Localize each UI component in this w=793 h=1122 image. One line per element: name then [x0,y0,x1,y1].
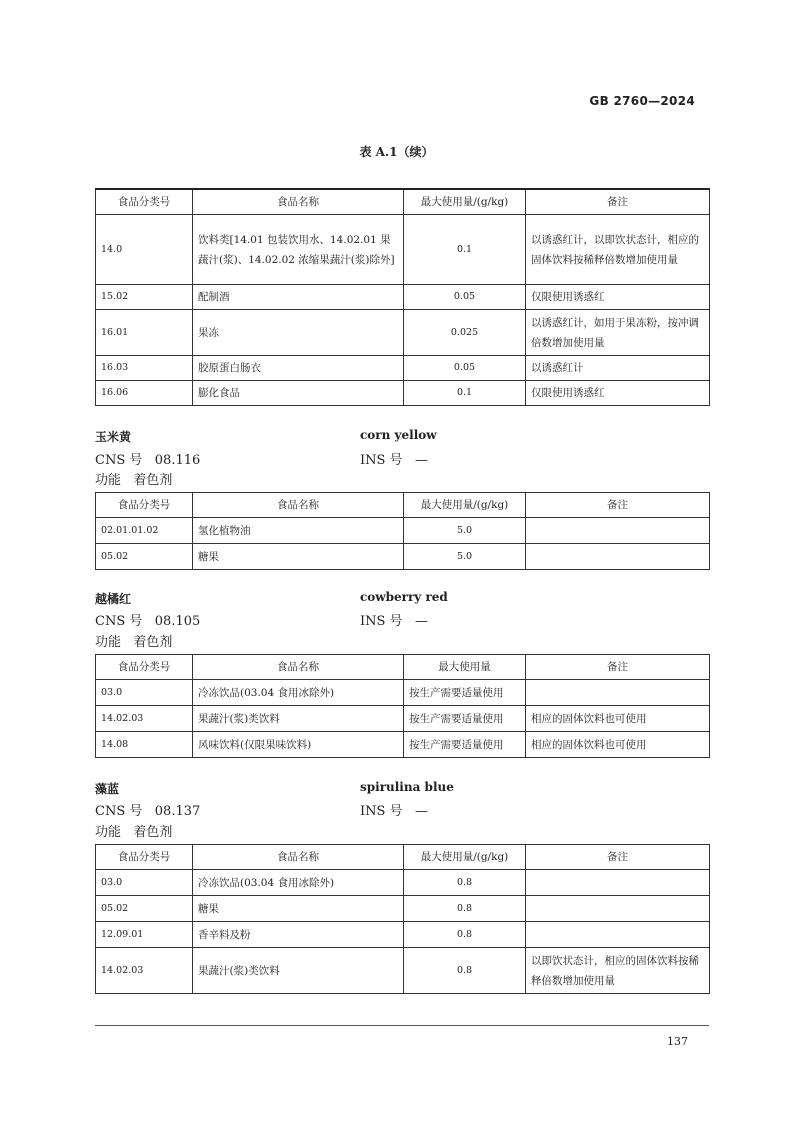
cell-name: 氢化植物油 [193,518,404,544]
cell-name: 果蔬汁(浆)类饮料 [193,948,404,994]
cns-label: CNS 号 [95,453,143,468]
ins-line [360,800,428,819]
function-line [95,631,172,650]
table-cowberry-red [95,654,710,758]
table-header-row [96,189,710,215]
additive-name-cn: 藻蓝 [95,782,120,796]
standard-code: GB 2760—2024 [589,94,695,108]
table-row [96,706,710,732]
col-header-max: 最大使用量/(g/kg) [404,493,526,518]
table-row [96,215,710,285]
cell-name: 香辛料及粉 [193,922,404,948]
cell-code: 05.02 [96,896,193,922]
table-header-row [96,845,710,870]
additive-name-en: cowberry red [360,590,448,604]
cell-max: 0.025 [404,310,526,356]
table-row [96,922,710,948]
table-header-row [96,655,710,680]
col-header-note: 备注 [526,493,710,518]
table-a [95,188,710,406]
table-row [96,680,710,706]
cell-code: 05.02 [96,544,193,570]
cns-label: CNS 号 [95,804,143,819]
function-value: 着色剂 [133,825,173,840]
cell-code: 14.0 [96,215,193,285]
col-header-name: 食品名称 [193,493,404,518]
cell-code: 14.08 [96,732,193,758]
cell-note [526,680,710,706]
cell-note [526,544,710,570]
cell-max: 0.8 [404,870,526,896]
cell-name: 配制酒 [193,285,404,310]
additive-name-en: spirulina blue [360,780,454,794]
cell-max: 0.8 [404,948,526,994]
function-value: 着色剂 [133,473,173,488]
cns-line [95,800,200,819]
additive-name-en: corn yellow [360,428,437,442]
table-corn-yellow [95,492,710,570]
ins-value: — [414,804,428,819]
cell-max: 按生产需要适量使用 [404,732,526,758]
cns-line [95,449,200,468]
table-row [96,518,710,544]
ins-value: — [414,453,428,468]
cell-note: 以诱惑红计 [526,356,710,381]
table-header-row [96,493,710,518]
ins-label: INS 号 [360,614,403,629]
cell-note [526,922,710,948]
ins-label: INS 号 [360,453,403,468]
cell-note: 仅限使用诱惑红 [526,285,710,310]
cell-max: 0.1 [404,215,526,285]
additive-name-cn: 越橘红 [95,592,132,606]
cell-code: 14.02.03 [96,706,193,732]
cell-code: 02.01.01.02 [96,518,193,544]
cell-code: 16.03 [96,356,193,381]
additive-name-cn: 玉米黄 [95,430,132,444]
cell-name: 饮料类[14.01 包装饮用水、14.02.01 果蔬汁(浆)、14.02.02 浓缩果蔬汁(浆)除外] [193,215,404,285]
cns-value: 08.105 [154,614,201,629]
ins-value: — [414,614,428,629]
function-line [95,469,172,488]
ins-line [360,449,428,468]
table-row [96,544,710,570]
col-header-code: 食品分类号 [96,655,193,680]
cell-name: 膨化食品 [193,381,404,406]
table-row [96,310,710,356]
cell-note: 以诱惑红计，如用于果冻粉，按冲调倍数增加使用量 [526,310,710,356]
col-header-name: 食品名称 [193,189,404,215]
table-row [96,356,710,381]
cell-note [526,896,710,922]
ins-label: INS 号 [360,804,403,819]
col-header-note: 备注 [526,655,710,680]
cell-max: 5.0 [404,544,526,570]
col-header-code: 食品分类号 [96,189,193,215]
col-header-code: 食品分类号 [96,493,193,518]
col-header-note: 备注 [526,845,710,870]
cell-name: 果冻 [193,310,404,356]
cell-note: 仅限使用诱惑红 [526,381,710,406]
cell-name: 冷冻饮品(03.04 食用冰除外) [193,680,404,706]
function-label: 功能 [95,473,122,488]
cell-note [526,518,710,544]
col-header-code: 食品分类号 [96,845,193,870]
page-number: 137 [667,1035,688,1048]
ins-line [360,610,428,629]
cns-value: 08.137 [154,804,201,819]
col-header-max: 最大使用量/(g/kg) [404,189,526,215]
cell-code: 03.0 [96,870,193,896]
cell-max: 0.8 [404,922,526,948]
cell-max: 0.05 [404,356,526,381]
cell-max: 0.1 [404,381,526,406]
cell-name: 冷冻饮品(03.04 食用冰除外) [193,870,404,896]
table-row [96,285,710,310]
cell-max: 0.8 [404,896,526,922]
cell-max: 5.0 [404,518,526,544]
cell-max: 按生产需要适量使用 [404,706,526,732]
function-label: 功能 [95,825,122,840]
cell-note: 相应的固体饮料也可使用 [526,706,710,732]
col-header-name: 食品名称 [193,655,404,680]
col-header-note: 备注 [526,189,710,215]
footer-divider [95,1025,709,1026]
cell-note: 以诱惑红计，以即饮状态计，相应的固体饮料按稀释倍数增加使用量 [526,215,710,285]
table-row [96,381,710,406]
cell-name: 糖果 [193,896,404,922]
function-label: 功能 [95,635,122,650]
cell-code: 16.06 [96,381,193,406]
cell-max: 按生产需要适量使用 [404,680,526,706]
function-value: 着色剂 [133,635,173,650]
table-spirulina-blue [95,844,710,994]
cns-value: 08.116 [154,453,201,468]
cell-note: 以即饮状态计，相应的固体饮料按稀释倍数增加使用量 [526,948,710,994]
cell-code: 03.0 [96,680,193,706]
cell-code: 14.02.03 [96,948,193,994]
cell-name: 胶原蛋白肠衣 [193,356,404,381]
col-header-max: 最大使用量 [404,655,526,680]
table-row [96,948,710,994]
cell-note: 相应的固体饮料也可使用 [526,732,710,758]
cell-code: 12.09.01 [96,922,193,948]
cns-label: CNS 号 [95,614,143,629]
cell-code: 15.02 [96,285,193,310]
cell-note [526,870,710,896]
cell-max: 0.05 [404,285,526,310]
cell-name: 糖果 [193,544,404,570]
table-row [96,732,710,758]
table-title: 表 A.1（续） [359,145,434,159]
cell-code: 16.01 [96,310,193,356]
cell-name: 果蔬汁(浆)类饮料 [193,706,404,732]
function-line [95,821,172,840]
col-header-max: 最大使用量/(g/kg) [404,845,526,870]
cell-name: 风味饮料(仅限果味饮料) [193,732,404,758]
col-header-name: 食品名称 [193,845,404,870]
table-row [96,896,710,922]
table-row [96,870,710,896]
cns-line [95,610,200,629]
